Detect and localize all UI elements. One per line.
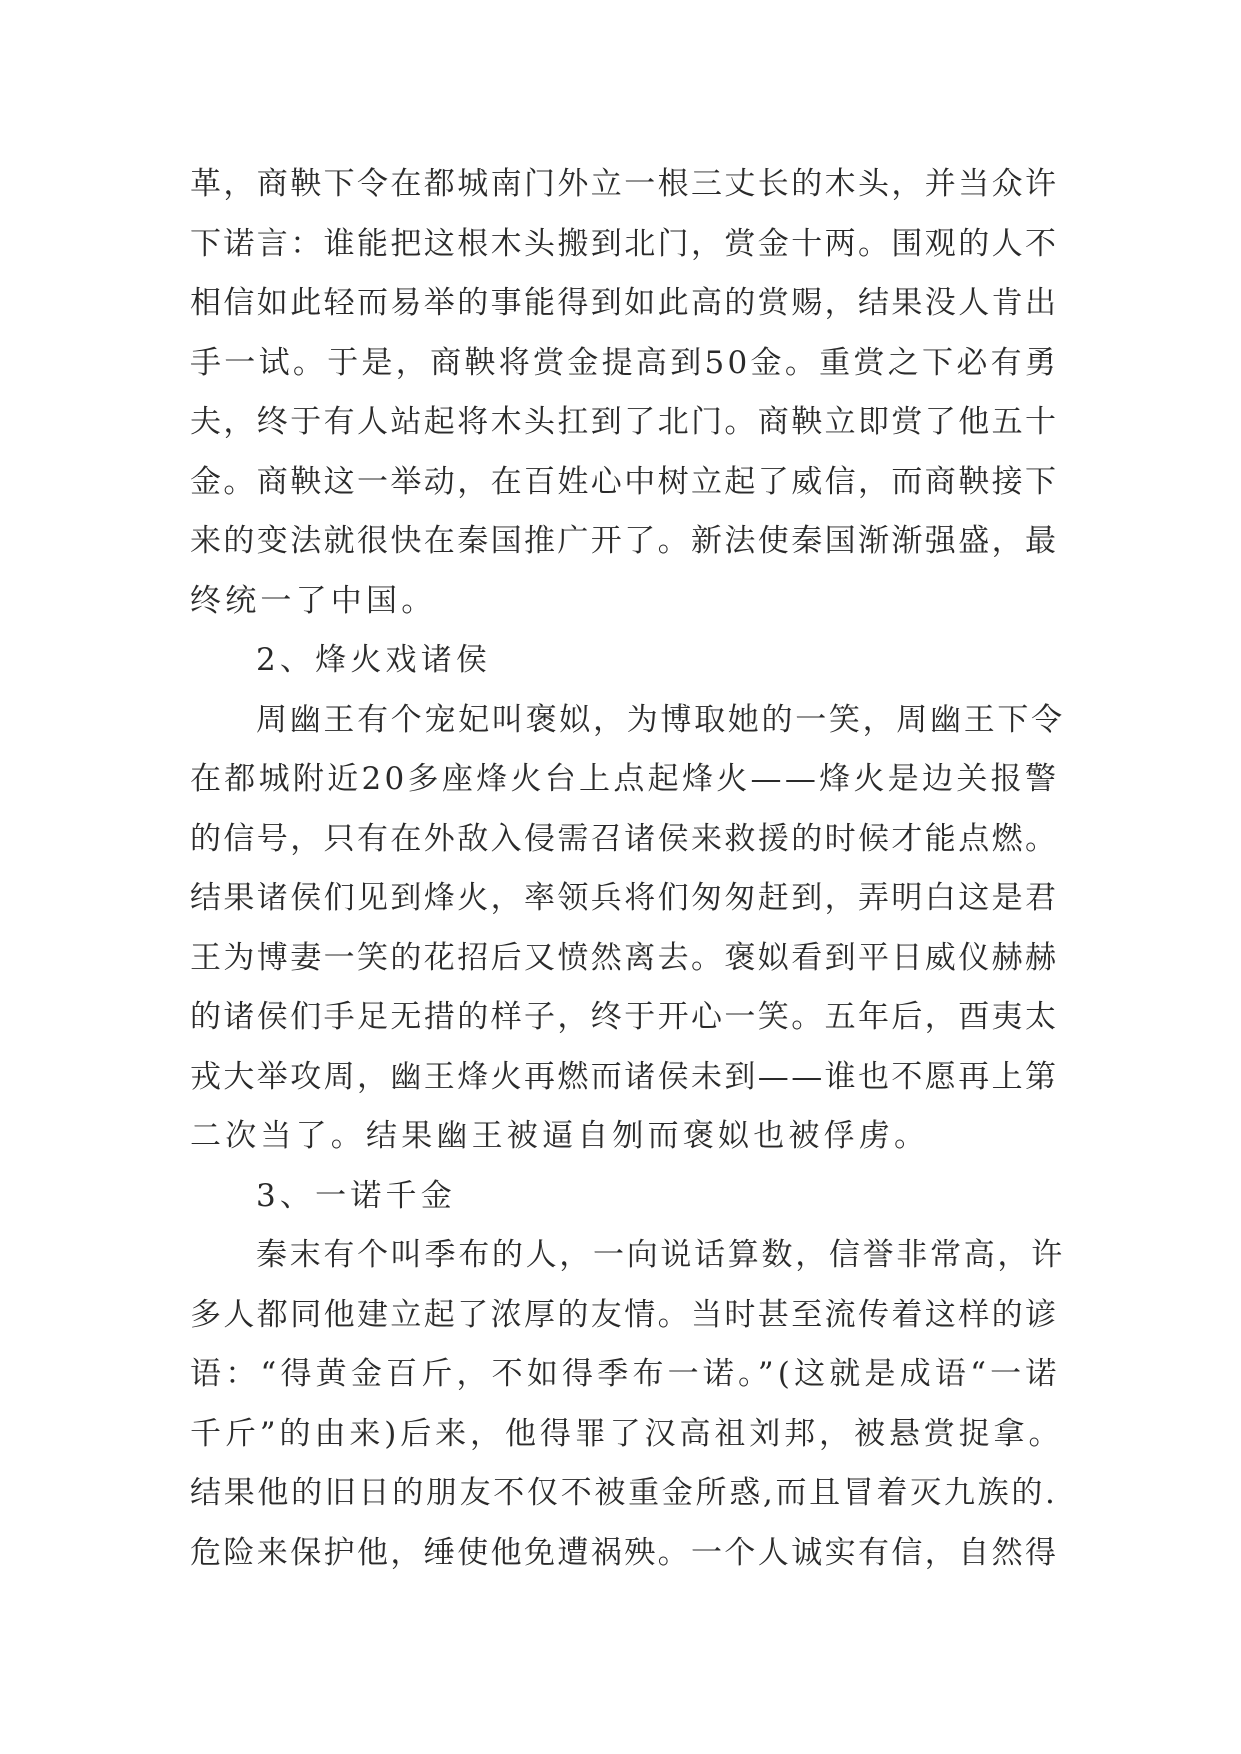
text-line: 戎大举攻周，幽王烽火再燃而诸侯未到——谁也不愿再上第	[190, 1058, 1059, 1095]
text-line: 结果诸侯们见到烽火，率领兵将们匆匆赶到，弄明白这是君	[190, 880, 1059, 916]
section-heading: 2、烽火戏诸侯	[256, 642, 492, 678]
text-line: 秦末有个叫季布的人，一向说话算数，信誉非常高，许	[256, 1237, 1065, 1273]
text-line: 手一试。于是，商鞅将赏金提高到50金。重赏之下必有勇	[190, 344, 1060, 381]
text-line: 在都城附近20多座烽火台上点起烽火——烽火是边关报警	[190, 761, 1060, 797]
text-line: 二次当了。结果幽王被逼自刎而褒姒也被俘虏。	[190, 1118, 930, 1154]
text-line: 王为博妻一笑的花招后又愤然离去。褒姒看到平日威仪赫赫	[190, 939, 1059, 976]
text-line: 周幽王有个宠妃叫褒姒，为博取她的一笑，周幽王下令	[256, 701, 1065, 738]
document-body	[190, 155, 1065, 1583]
text-line: 革，商鞅下令在都城南门外立一根三丈长的木头，并当众许	[190, 166, 1059, 202]
section-heading: 3、一诺千金	[256, 1177, 456, 1214]
text-line: 下诺言：谁能把这根木头搬到北门，赏金十两。围观的人不	[190, 225, 1059, 262]
text-line: 终统一了中国。	[190, 582, 437, 619]
text-line: 金。商鞅这一举动，在百姓心中树立起了威信，而商鞅接下	[190, 463, 1059, 500]
text-line: 的诸侯们手足无措的样子，终于开心一笑。五年后，酉夷太	[190, 999, 1059, 1035]
text-line: 结果他的旧日的朋友不仅不被重金所惑,而且冒着灭九族的.	[190, 1475, 1058, 1511]
text-line: 夫，终于有人站起将木头扛到了北门。商鞅立即赏了他五十	[190, 404, 1059, 440]
text-line: 危险来保护他，缍使他免遭祸殃。一个人诚实有信，自然得	[190, 1534, 1059, 1571]
text-line: 多人都同他建立起了浓厚的友情。当时甚至流传着这样的谚	[190, 1296, 1059, 1333]
text-line: 相信如此轻而易举的事能得到如此高的赏赐，结果没人肯出	[190, 285, 1059, 321]
text-line: 的信号，只有在外敌入侵需召诸侯来救援的时候才能点燃。	[190, 820, 1059, 857]
text-line: 千斤”的由来)后来，他得罪了汉高祖刘邦，被悬赏捉拿。	[190, 1415, 1064, 1452]
text-line: 来的变法就很快在秦国推广开了。新法使秦国渐渐强盛，最	[190, 523, 1059, 559]
text-line: 语：“得黄金百斤，不如得季布一诺。”(这就是成语“一诺	[190, 1356, 1061, 1392]
